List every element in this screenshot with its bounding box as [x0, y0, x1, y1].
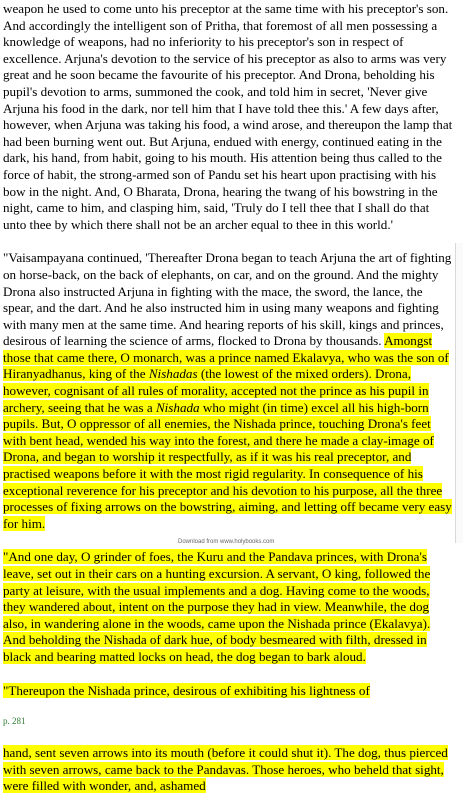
scrollbar[interactable]	[455, 243, 463, 543]
highlighted-passage	[3, 333, 452, 531]
highlighted-passage: hand, sent seven arrows into its mouth (before it could shut it). The dog, thus pierced with seven arrows, came back to the Pandavas. Those heroes, who beheld that sight, were filled with wonder, and, ashamed	[3, 745, 448, 794]
page-number-link[interactable]: p. 281	[3, 716, 26, 727]
italic-term: Nishadas	[148, 366, 198, 382]
highlighted-passage: "Thereupon the Nishada prince, desirous of exhibiting his lightness of	[3, 682, 370, 698]
paragraph-arrows	[3, 745, 455, 795]
paragraph-nishada-prince	[3, 683, 455, 700]
paragraph-text: "Vaisampayana continued, 'Thereafter Drona began to teach Arjuna the art of fighting on horse-back, on the back of elephants, on car, and on the ground. And the mighty Drona also instructed Arjuna in fighting with the mace, the sword, the lance, the spear, and the dart. And he also instructed him in using many weapons and fighting with many men at the same time. And hearing reports of his skill, kings and princes, desirous of learning the science of arms, flocked to Drona by thousands.	[3, 250, 452, 349]
paragraph-hunting-excursion	[3, 549, 455, 665]
highlighted-text: who might (in time) excel all his high-born pupils. But, O oppressor of all enemies, the Nishada prince, touching Drona's feet with bent head, wended his way into the forest, and there he made a clay-image of Drona, and began to worship it respectfully, as if it was his real preceptor, and practised weapons before it with the most rigid regularity. In consequence of his exceptional reverence for his preceptor and his devotion to his purpose, all the three processes of fixing arrows on the bowstring, aiming, and letting off became very easy for him.	[3, 399, 452, 531]
highlighted-text: Amongst those that came there, O monarch, was a prince named Ekalavya, who was the son of Hiranyadhanus, king of the	[3, 333, 449, 382]
footer-watermark: Download from www.holybooks.com	[178, 539, 275, 545]
italic-term: Nishada	[155, 399, 200, 415]
highlighted-text: (the lowest of the mixed orders). Drona, however, cognisant of all rules of morality, accepted not the prince as his pupil in archery, seeing that he was a	[3, 366, 429, 415]
paragraph-vaisampayana	[3, 250, 455, 532]
document-body	[3, 1, 455, 812]
highlighted-passage: "And one day, O grinder of foes, the Kuru and the Pandava princes, with Drona's leave, set out in their cars on a hunting excursion. A servant, O king, followed the party at leisure, with the usual implements and a dog. Having come to the woods, they wandered about, intent on the purpose they had in view. Meanwhile, the dog also, in wandering alone in the woods, came upon the Nishada prince (Ekalavya). And beholding the Nishada of dark hue, of body besmeared with filth, dressed in black and bearing matted locks on head, the dog began to bark aloud.	[3, 549, 431, 664]
paragraph-arjuna-practice: weapon he used to come unto his preceptor at the same time with his preceptor's son. And accordingly the intelligent son of Pritha, that foremost of all men possessing a knowledge of weapons, had no inferiority to his preceptor's son in respect of excellence. Arjuna's devotion to the service of his preceptor as also to arms was very great and he soon became the favourite of his preceptor. And Drona, beholding his pupil's devotion to arms, summoned the cook, and told him in secret, 'Never give Arjuna his food in the dark, nor tell him that I have told thee this.' A few days after, however, when Arjuna was taking his food, a wind arose, and thereupon the lamp that had been burning went out. But Arjuna, endued with energy, continued eating in the dark, his hand, from habit, going to his mouth. His attention being thus called to the force of habit, the strong-armed son of Pandu set his heart upon practising with his bow in the night. And, O Bharata, Drona, hearing the twang of his bowstring in the night, came to him, and clasping him, said, 'Truly do I tell thee that I shall do that unto thee by which there shall not be an archer equal to thee in this world.'	[3, 1, 453, 232]
